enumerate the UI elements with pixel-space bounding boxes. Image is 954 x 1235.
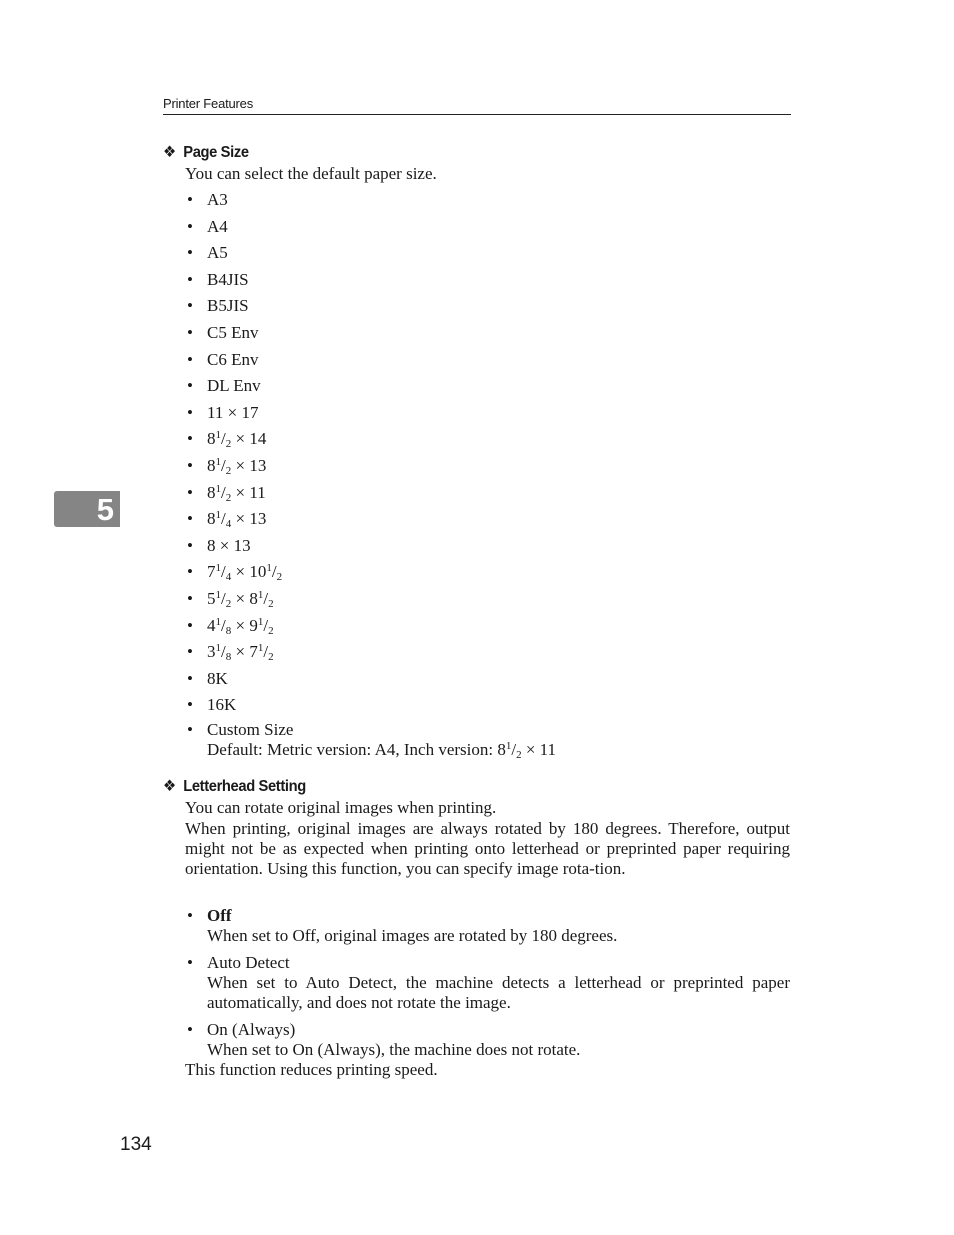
letterhead-heading [163, 776, 306, 796]
custom-size-default: Default: Metric version: A4, Inch version: $8^1/_2 \times 11$ [207, 740, 557, 761]
page-size-label: 8K [207, 668, 228, 688]
page-size-item [185, 376, 790, 403]
page-size-item [185, 695, 790, 722]
bullet-icon: • [187, 349, 193, 369]
page-size-label: B5JIS [207, 296, 249, 316]
bullet-icon: • [187, 296, 193, 316]
letterhead-footer-note: This function reduces printing speed. [185, 1060, 438, 1079]
option-on-always [185, 1020, 790, 1060]
option-off-desc: When set to Off, original images are rotated by 180 degrees. [207, 926, 618, 945]
option-on-always-label: On (Always) [207, 1020, 296, 1039]
page-size-label: $3^1/_8 \times 7^1/_2$ [207, 642, 274, 664]
page-size-item [185, 509, 790, 536]
option-auto-detect-desc: When set to Auto Detect, the machine detects a letterhead or preprinted paper automatically, and does not rotate the image. [207, 973, 790, 1012]
bullet-icon: • [187, 429, 193, 449]
letterhead-options-2 [185, 953, 790, 1013]
custom-size-label: Custom Size [207, 720, 294, 739]
page-size-item [185, 243, 790, 270]
bullet-icon: • [187, 509, 193, 529]
custom-size-item [185, 720, 790, 760]
page-size-label: B4JIS [207, 269, 249, 289]
running-header-title: Printer Features [163, 96, 254, 111]
letterhead-intro: You can rotate original images when printing. [185, 798, 497, 817]
page-size-label: A3 [207, 190, 228, 209]
option-off-label: Off [207, 906, 232, 925]
bullet-icon: • [187, 906, 193, 925]
option-auto-detect-label: Auto Detect [207, 953, 290, 972]
page-size-label: 11 × 17 [207, 402, 259, 422]
diamond-bullet-icon: ❖ [163, 778, 176, 795]
bullet-icon: • [187, 402, 193, 422]
page-size-label: $7^1/_4 \times 10^1/_2$ [207, 562, 283, 584]
page-size-item [185, 483, 790, 510]
page-size-item [185, 669, 790, 696]
page-size-item [185, 456, 790, 483]
bullet-icon: • [187, 615, 193, 635]
header-rule [163, 114, 791, 115]
page-size-label: $8^1/_4 \times 13$ [207, 509, 267, 531]
bullet-icon: • [187, 953, 193, 972]
page-size-item [185, 403, 790, 430]
letterhead-options [185, 906, 790, 946]
page-size-item [185, 642, 790, 669]
page-size-item [185, 190, 790, 217]
option-auto-detect [185, 953, 790, 1013]
letterhead-options-3 [185, 1020, 790, 1060]
page-size-item [185, 270, 790, 297]
page-size-label: $8^1/_2 \times 14$ [207, 429, 267, 451]
option-off [185, 906, 790, 946]
letterhead-body: When printing, original images are always rotated by 180 degrees. Therefore, output might not be as expected when printing onto letterhead or preprinted paper requiring orientation. Using this function, you can specify image rota-tion. [185, 819, 790, 878]
page-size-label: C6 Env [207, 349, 259, 369]
page-size-item [185, 296, 790, 323]
page-size-label: 16K [207, 695, 237, 715]
page-size-item [185, 536, 790, 563]
list-item [185, 720, 790, 760]
bullet-icon: • [187, 668, 193, 688]
bullet-icon: • [187, 588, 193, 608]
page-size-label: 8 × 13 [207, 535, 251, 555]
bullet-icon: • [187, 642, 193, 662]
page-size-label: A5 [207, 243, 228, 263]
option-on-always-desc: When set to On (Always), the machine does not rotate. [207, 1040, 581, 1059]
page-size-label: $8^1/_2 \times 13$ [207, 455, 267, 477]
page-size-item [185, 429, 790, 456]
page-size-item [185, 323, 790, 350]
bullet-icon: • [187, 562, 193, 582]
bullet-icon: • [187, 269, 193, 289]
diamond-bullet-icon: ❖ [163, 144, 176, 161]
bullet-icon: • [187, 1020, 193, 1039]
page-size-item [185, 616, 790, 643]
letterhead-heading-text: Letterhead Setting [183, 778, 306, 795]
bullet-icon: • [187, 376, 193, 396]
page-size-item [185, 217, 790, 244]
page-size-item [185, 589, 790, 616]
page-size-label: DL Env [207, 376, 261, 396]
bullet-icon: • [187, 482, 193, 502]
bullet-icon: • [187, 535, 193, 555]
page-size-label: $5^1/_2 \times 8^1/_2$ [207, 588, 274, 610]
page-size-label: A4 [207, 216, 228, 236]
bullet-icon: • [187, 695, 193, 715]
bullet-icon: • [187, 322, 193, 342]
bullet-icon: • [187, 243, 193, 263]
page-size-label: $8^1/_2 \times 11$ [207, 482, 266, 504]
page-size-intro: You can select the default paper size. [185, 164, 437, 183]
page-size-heading [163, 142, 249, 162]
bullet-icon: • [187, 455, 193, 475]
bullet-icon: • [187, 216, 193, 236]
page-number: 134 [120, 1134, 152, 1155]
page-size-heading-text: Page Size [183, 144, 249, 161]
page-size-label: $4^1/_8 \times 9^1/_2$ [207, 615, 274, 637]
bullet-icon: • [187, 190, 193, 209]
page-size-item [185, 350, 790, 377]
page-size-item [185, 562, 790, 589]
page-size-list [185, 190, 790, 722]
page-size-label: C5 Env [207, 322, 259, 342]
bullet-icon: • [187, 720, 193, 739]
chapter-number: 5 [96, 492, 114, 527]
chapter-tab [54, 491, 120, 527]
